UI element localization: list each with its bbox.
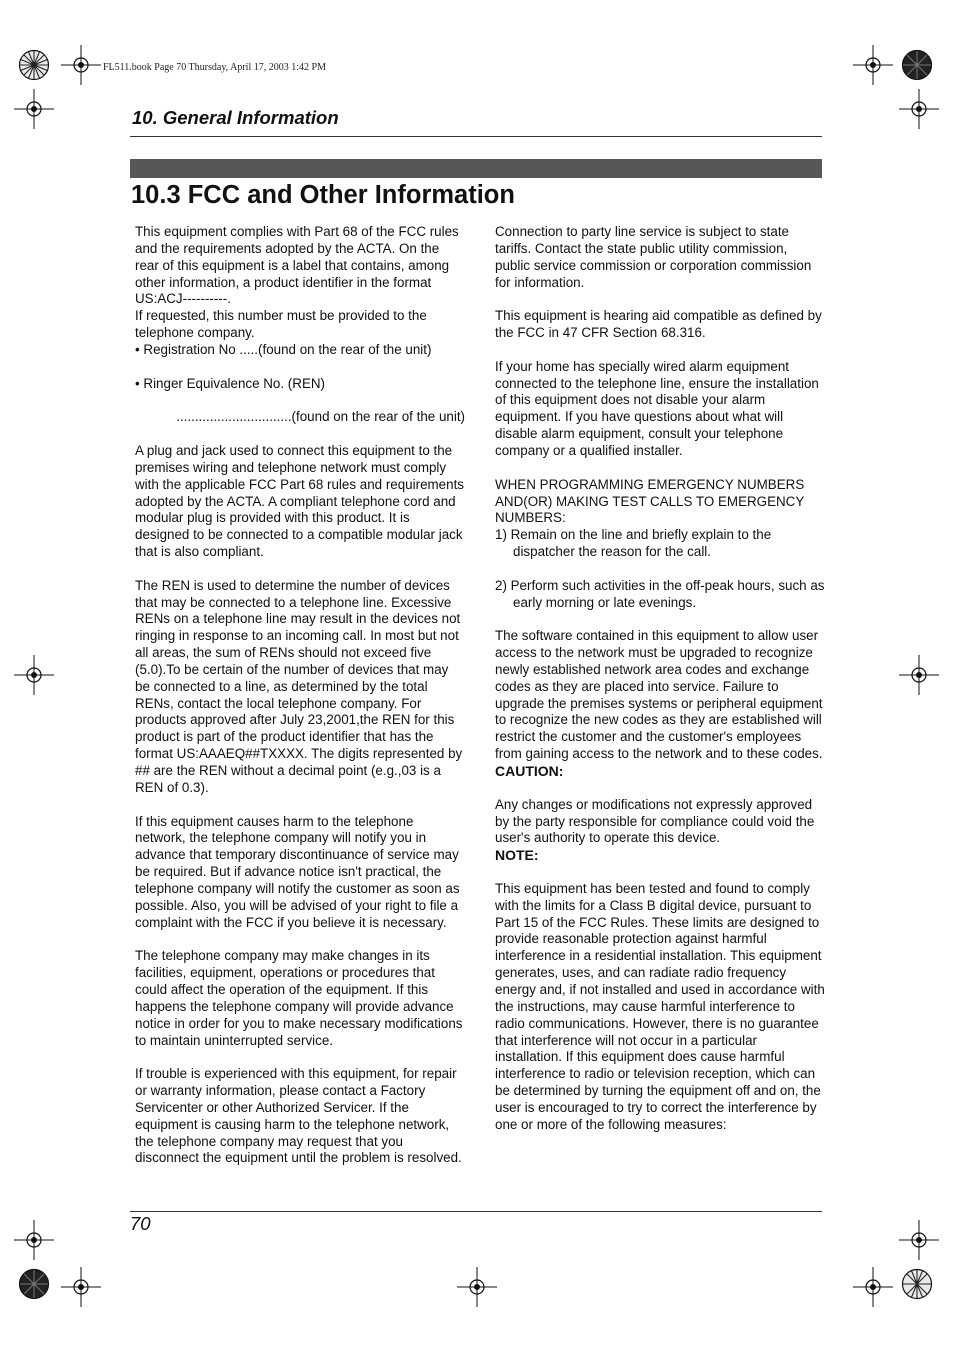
caution-heading: CAUTION: (495, 763, 564, 779)
paragraph: This equipment is hearing aid compatible as defined by the FCC in 47 CFR Section 68.316. (495, 308, 822, 341)
paragraph: This equipment complies with Part 68 of the FCC rules and the requirements adopted by the ACTA. On the rear of this equipment is a label that contains, among other information, a product identifier in the format US:ACJ----------. (135, 224, 459, 307)
list-item-emergency-2: 2) Perform such activities in the off-peak hours, such as early morning or late evenings. (495, 577, 825, 610)
note-text: This equipment has been tested and found to comply with the limits for a Class B digital device, pursuant to Part 15 of the FCC Rules. These limits are designed to provide reasonable protection against harmful interference in a residential installation. This equipment generates, uses, and can radiate radio frequency energy and, if not installed and used in accordance with the instructions, may cause harmful interference to radio communications. However, there is no guarantee that interference will not occur in a particular installation. If this equipment does cause harmful interference to radio or television reception, which can be determined by turning the equipment off and on, the user is encouraged to try to correct the interference by one or more of the following measures: (495, 880, 825, 1132)
registration-crosshair-icon (853, 45, 893, 85)
paragraph: WHEN PROGRAMMING EMERGENCY NUMBERS AND(OR) MAKING TEST CALLS TO EMERGENCY NUMBERS: (495, 476, 805, 526)
registration-crosshair-icon (14, 655, 54, 695)
color-wheel-mark-icon (901, 1268, 933, 1300)
paragraph: The telephone company may make changes in its facilities, equipment, operations or procedures that could affect the operation of the equipment. If this happens the telephone company will provide advance notice in order for you to make necessary modifications to maintain uninterrupted service. (135, 948, 463, 1048)
paragraph: If requested, this number must be provided to the telephone company. (135, 308, 427, 341)
registration-crosshair-icon (61, 45, 101, 85)
paragraph: If your home has specially wired alarm equipment connected to the telephone line, ensure the installation of this equipment does not disable your alarm equipment. If you have questions about what will disable alarm equipment, consult your telephone company or a qualified installer. (495, 358, 819, 458)
registration-crosshair-icon (14, 89, 54, 129)
paragraph: If this equipment causes harm to the telephone network, the telephone company will notify you in advance that temporary discontinuance of service may be required. But if advance notice isn't practical, the telephone company will notify the customer as soon as possible. Also, you will be advised of your right to file a complaint with the FCC if you believe it is necessary. (135, 813, 460, 930)
right-column (495, 224, 825, 1134)
registration-crosshair-icon (853, 1267, 893, 1307)
list-item-emergency-1: 1) Remain on the line and briefly explain to the dispatcher the reason for the call. (495, 527, 772, 560)
registration-crosshair-icon (61, 1267, 101, 1307)
paragraph: The REN is used to determine the number of devices that may be connected to a telephone line. Excessive RENs on a telephone line may result in the devices not ringing in response to an incoming call. In most but not all areas, the sum of RENs should not exceed five (5.0).To be certain of the number of devices that may be connected to a line, as determined by the total RENs, contact the local telephone company. For products approved after July 23,2001,the REN for this product is part of the product identifier that has the format US:AAAEQ##TXXXX. The digits represented by ## are the REN without a decimal point (e.g.,03 is a REN of 0.3). (135, 577, 463, 795)
paragraph: The software contained in this equipment to allow user access to the network must be upgraded to recognize newly established network area codes and exchange codes as they are placed into service. Failure to upgrade the premises systems or peripheral equipment to recognize the new codes as they are established will restrict the customer and the customer's employees from gaining access to the network and to these codes. (495, 628, 823, 762)
list-item-ringer-equivalence-continuation: ...............................(found on the rear of the unit) (176, 409, 465, 425)
header-rule (130, 136, 822, 137)
color-wheel-mark-icon (18, 49, 50, 81)
paragraph: A plug and jack used to connect this equipment to the premises wiring and telephone network must comply with the applicable FCC Part 68 rules and requirements adopted by the ACTA. A compliant telephone cord and modular plug is provided with this product. It is designed to be connected to a compatible modular jack that is also compliant. (135, 442, 464, 560)
color-wheel-mark-icon (901, 49, 933, 81)
title-bar (130, 159, 822, 178)
footer-rule (130, 1211, 822, 1212)
color-wheel-mark-icon (18, 1268, 50, 1300)
section-header: 10. General Information (132, 107, 339, 128)
paragraph: If trouble is experienced with this equipment, for repair or warranty information, please contact a Factory Servicenter or other Authorized Servicer. If the equipment is causing harm to the telephone network, the telephone company may request that you disconnect the equipment until the problem is resolved. (135, 1066, 462, 1166)
caution-text: Any changes or modifications not expressly approved by the party responsible for compliance could void the user's authority to operate this device. (495, 796, 815, 846)
note-heading: NOTE: (495, 847, 539, 864)
registration-crosshair-icon (899, 89, 939, 129)
page-number: 70 (130, 1213, 151, 1234)
print-slug: FL511.book Page 70 Thursday, April 17, 2003 1:42 PM (103, 62, 326, 73)
left-column (135, 224, 465, 1167)
registration-crosshair-icon (14, 1220, 54, 1260)
list-item-registration-no: • Registration No .....(found on the rear of the unit) (135, 341, 432, 357)
registration-crosshair-icon (899, 1220, 939, 1260)
page-title: 10.3 FCC and Other Information (131, 181, 515, 209)
paragraph: Connection to party line service is subject to state tariffs. Contact the state public utility commission, public service commission or corporation commission for information. (495, 224, 812, 290)
registration-crosshair-icon (457, 1267, 497, 1307)
list-item-ringer-equivalence: • Ringer Equivalence No. (REN) (135, 375, 325, 391)
registration-crosshair-icon (899, 655, 939, 695)
